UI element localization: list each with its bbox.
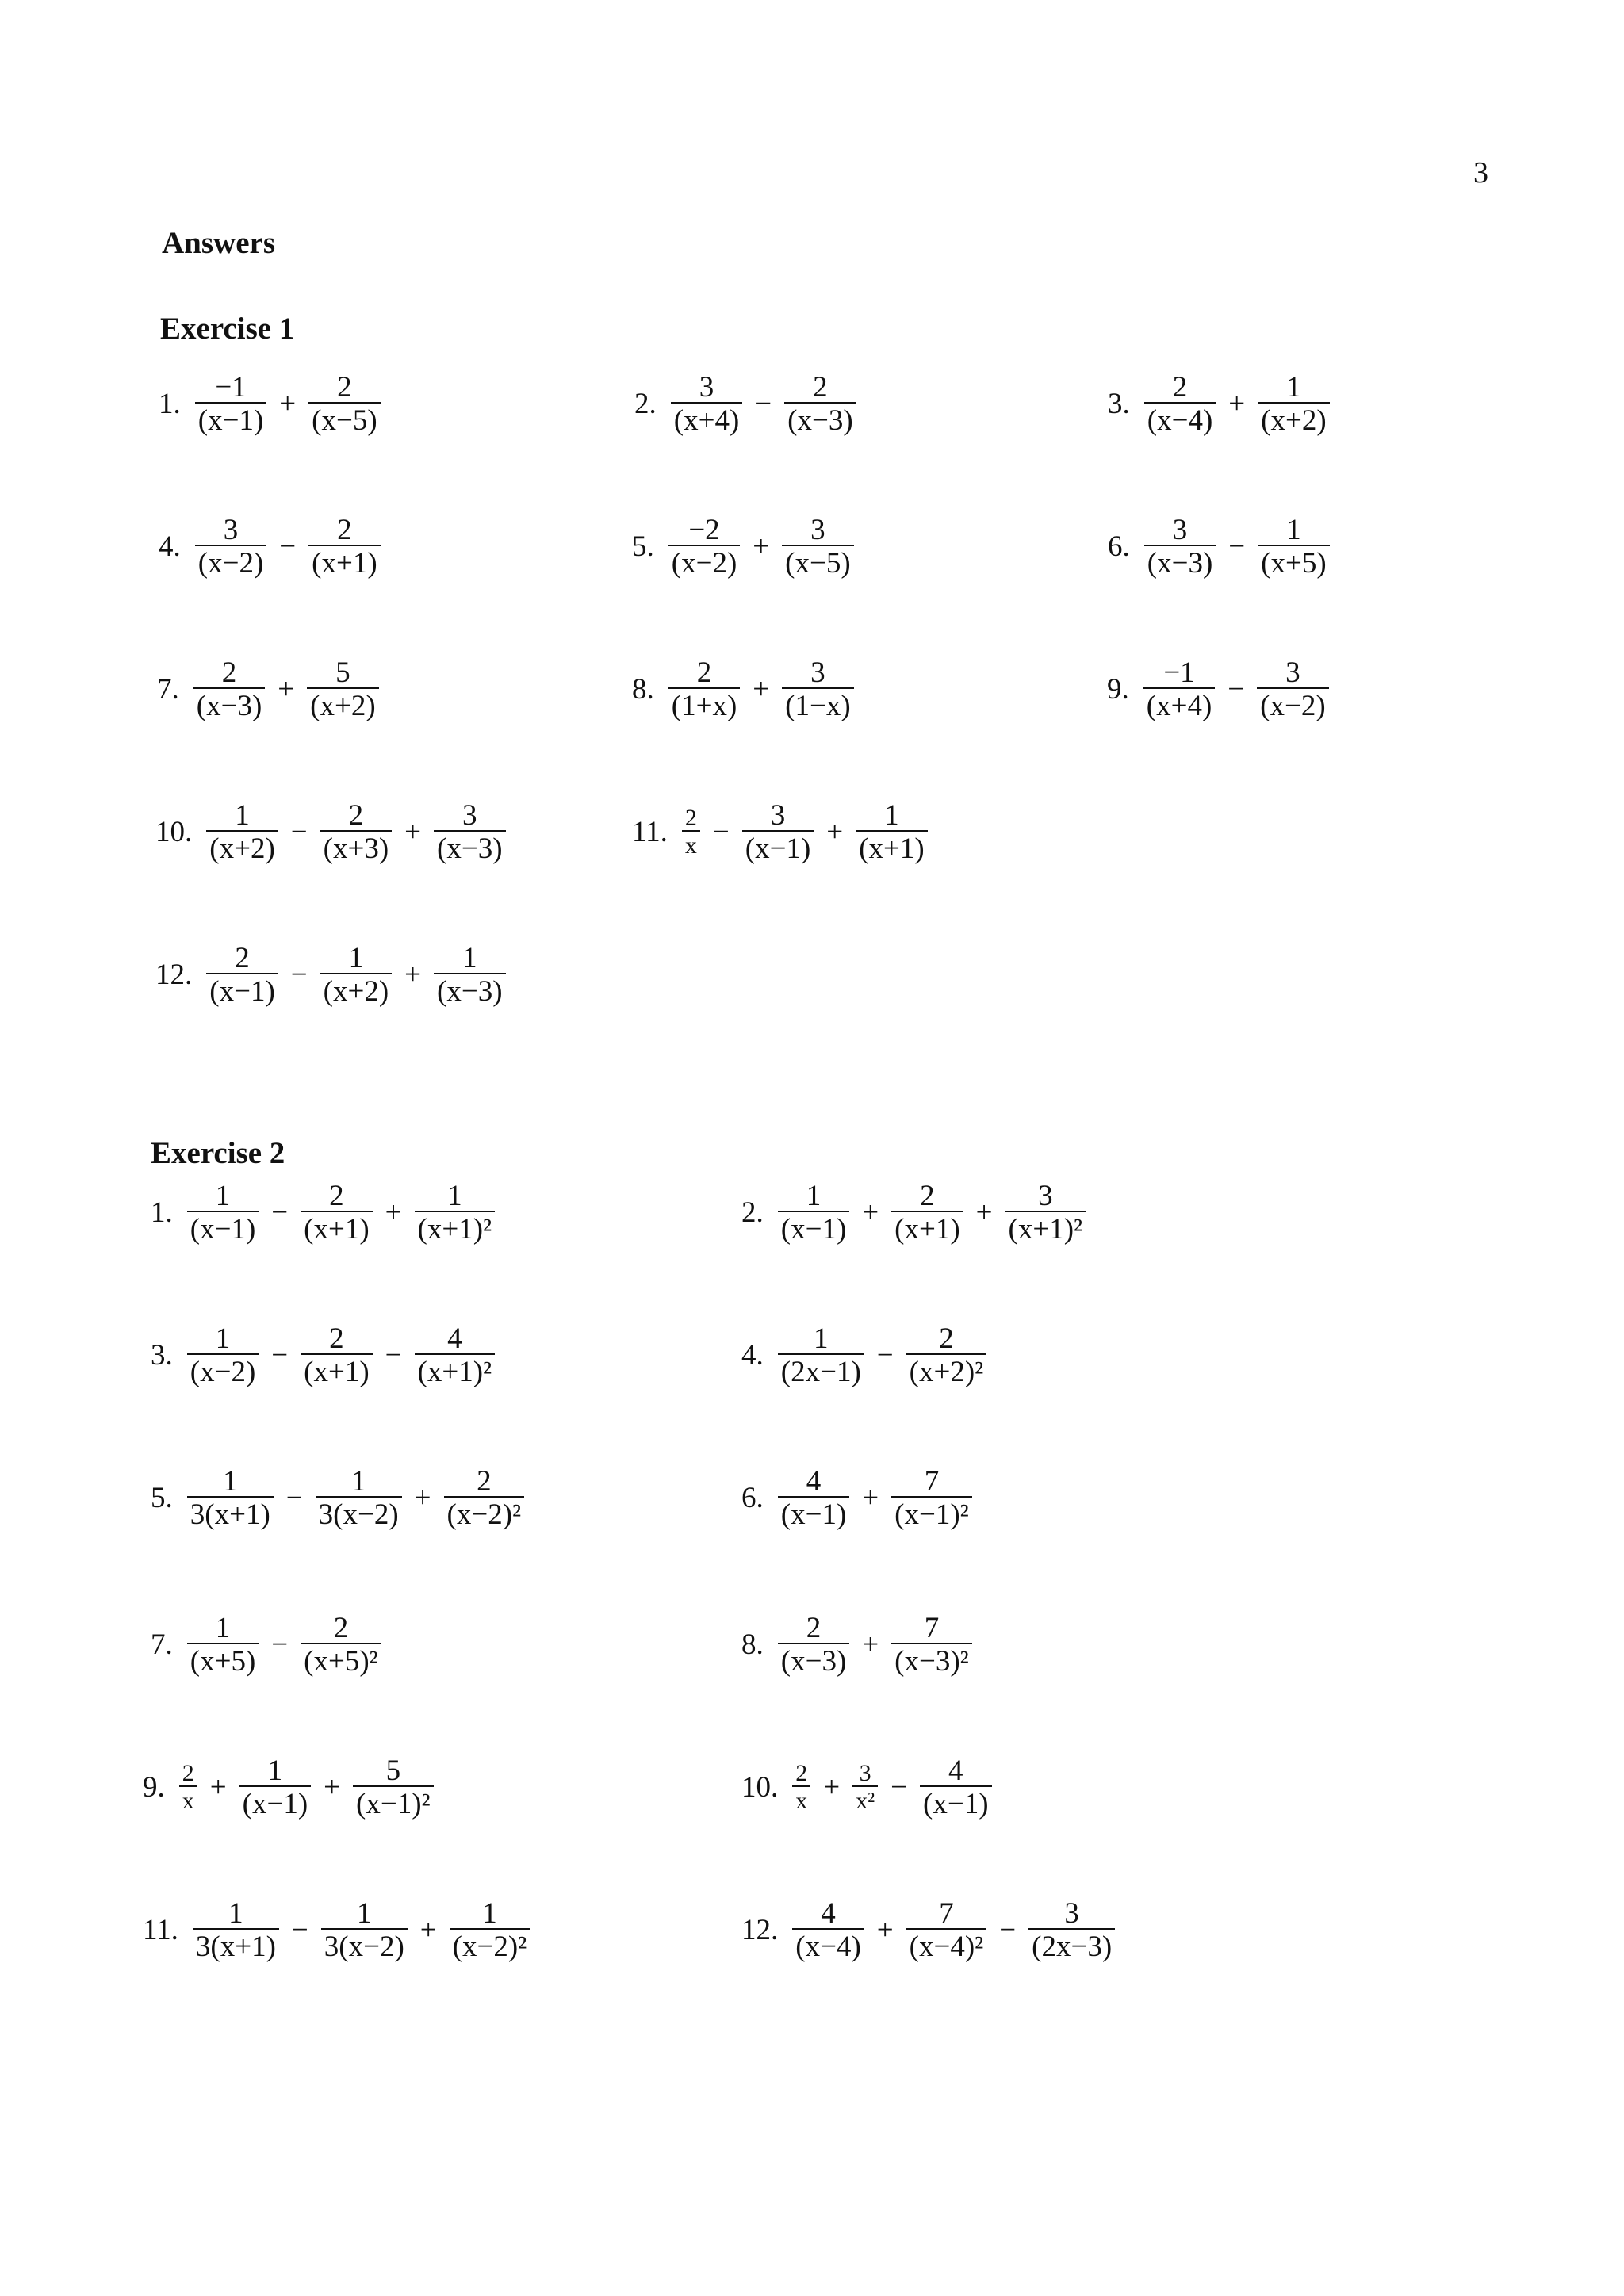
- operator: −: [271, 1628, 289, 1661]
- fraction: [301, 1324, 373, 1387]
- denominator: (2x−3): [1028, 1928, 1115, 1961]
- denominator: (x−1)²: [353, 1785, 434, 1819]
- numerator: 1: [215, 1322, 231, 1355]
- answer-number: 2.: [634, 388, 657, 420]
- numerator: 2: [348, 799, 364, 832]
- answer-item: [741, 1324, 990, 1387]
- exercise-2-heading: Exercise 2: [151, 1136, 285, 1170]
- fraction: [742, 801, 814, 863]
- numerator: 1: [215, 1612, 231, 1644]
- numerator: 3: [810, 514, 825, 546]
- answer-number: 4.: [741, 1339, 764, 1372]
- fraction: [187, 1613, 259, 1676]
- numerator: 2: [337, 371, 352, 404]
- fraction: [891, 1467, 972, 1529]
- fraction: [1028, 1899, 1115, 1961]
- fraction: [195, 515, 267, 578]
- answer-item: [151, 1467, 527, 1529]
- answer-item: [741, 1181, 1089, 1244]
- denominator: (x−4): [792, 1928, 864, 1961]
- numerator: 4: [948, 1755, 963, 1787]
- fraction: [784, 373, 856, 435]
- denominator: (x−2)²: [444, 1496, 525, 1529]
- answer-item: [155, 943, 509, 1006]
- operator: −: [385, 1339, 402, 1372]
- numerator: 1: [228, 1897, 243, 1930]
- numerator: −1: [215, 371, 247, 404]
- answer-item: [741, 1899, 1118, 1961]
- fraction: [206, 943, 278, 1006]
- answer-number: 10.: [741, 1771, 779, 1804]
- fraction: [308, 515, 381, 578]
- operator: −: [712, 816, 730, 848]
- numerator: 2: [696, 656, 712, 689]
- numerator: 3: [859, 1760, 871, 1786]
- answer-number: 8.: [741, 1628, 764, 1661]
- denominator: (x−3)²: [891, 1643, 972, 1676]
- fraction: [778, 1467, 850, 1529]
- denominator: (x+1): [891, 1211, 963, 1244]
- answer-number: 5.: [632, 530, 654, 563]
- fraction: [308, 373, 381, 435]
- denominator: (x−1): [187, 1211, 259, 1244]
- denominator: (x−2): [1257, 687, 1329, 721]
- numerator: 5: [385, 1755, 401, 1787]
- numerator: 1: [357, 1897, 372, 1930]
- fraction: [668, 515, 741, 578]
- denominator: (x+1)²: [415, 1353, 496, 1387]
- operator: +: [862, 1196, 879, 1229]
- answer-number: 2.: [741, 1196, 764, 1229]
- operator: +: [278, 673, 295, 706]
- numerator: 3: [223, 514, 239, 546]
- denominator: 3(x+1): [193, 1928, 279, 1961]
- denominator: (x−1): [742, 830, 814, 863]
- fraction: [671, 373, 743, 435]
- operator: +: [209, 1771, 227, 1804]
- denominator: (x+2): [320, 973, 393, 1006]
- denominator: (1−x): [782, 687, 854, 721]
- operator: −: [291, 1914, 308, 1946]
- numerator: 1: [462, 942, 477, 974]
- operator: −: [999, 1914, 1017, 1946]
- numerator: 3: [770, 799, 786, 832]
- denominator: (x−5): [782, 545, 854, 578]
- fraction: [1143, 658, 1216, 721]
- denominator: 3(x−2): [316, 1496, 402, 1529]
- answer-item: [1107, 658, 1332, 721]
- page-title: Answers: [162, 226, 275, 260]
- numerator: 3: [1285, 656, 1300, 689]
- operator: −: [279, 530, 297, 563]
- fraction: [193, 1899, 279, 1961]
- denominator: (x+2): [1258, 402, 1330, 435]
- denominator: (x−2): [195, 545, 267, 578]
- numerator: 1: [235, 799, 250, 832]
- operator: +: [385, 1196, 402, 1229]
- operator: +: [862, 1482, 879, 1514]
- fraction: [920, 1756, 992, 1819]
- operator: −: [891, 1771, 907, 1804]
- denominator: (x−2)²: [450, 1928, 530, 1961]
- denominator: (1+x): [668, 687, 741, 721]
- denominator: (x−1): [778, 1496, 850, 1529]
- denominator: (x−3): [434, 830, 506, 863]
- answer-number: 9.: [1107, 673, 1129, 706]
- numerator: 2: [1172, 371, 1188, 404]
- numerator: 1: [447, 1180, 462, 1212]
- numerator: 3: [1038, 1180, 1053, 1212]
- denominator: (x+1)²: [1005, 1211, 1086, 1244]
- fraction: [778, 1181, 850, 1244]
- answer-item: [632, 801, 931, 863]
- denominator: (x−2): [187, 1353, 259, 1387]
- denominator: (x−5): [308, 402, 381, 435]
- answer-item: [143, 1756, 437, 1819]
- numerator: 5: [335, 656, 350, 689]
- answer-item: [1108, 373, 1333, 435]
- denominator: (x−1): [920, 1785, 992, 1819]
- denominator: (x−3): [778, 1643, 850, 1676]
- fraction: [444, 1467, 525, 1529]
- operator: +: [823, 1771, 841, 1804]
- numerator: 1: [884, 799, 899, 832]
- denominator: (x+1): [308, 545, 381, 578]
- numerator: 1: [1286, 371, 1301, 404]
- denominator: (x+4): [671, 402, 743, 435]
- numerator: 1: [348, 942, 364, 974]
- numerator: 1: [223, 1465, 238, 1498]
- numerator: 2: [813, 371, 828, 404]
- fraction: [307, 658, 379, 721]
- numerator: 3: [1172, 514, 1188, 546]
- answer-item: [151, 1324, 498, 1387]
- numerator: 4: [447, 1322, 462, 1355]
- denominator: (x+1)²: [415, 1211, 496, 1244]
- fraction: [301, 1613, 381, 1676]
- denominator: (x−3): [434, 973, 506, 1006]
- fraction: [891, 1613, 972, 1676]
- numerator: 3: [1064, 1897, 1079, 1930]
- page-number: 3: [1473, 156, 1488, 189]
- answer-number: 3.: [151, 1339, 173, 1372]
- fraction: [1144, 515, 1216, 578]
- numerator: 2: [477, 1465, 492, 1498]
- answer-number: 1.: [151, 1196, 173, 1229]
- fraction: [1257, 658, 1329, 721]
- numerator: 1: [1286, 514, 1301, 546]
- denominator: (x+5): [187, 1643, 259, 1676]
- numerator: −1: [1163, 656, 1195, 689]
- denominator: (2x−1): [778, 1353, 864, 1387]
- fraction: [179, 1762, 197, 1813]
- numerator: 1: [482, 1897, 497, 1930]
- denominator: (x−3): [784, 402, 856, 435]
- fraction: [415, 1181, 496, 1244]
- answer-item: [159, 515, 384, 578]
- operator: +: [324, 1771, 341, 1804]
- answer-number: 3.: [1108, 388, 1130, 420]
- answer-number: 7.: [157, 673, 179, 706]
- fraction: [301, 1181, 373, 1244]
- fraction: [320, 943, 393, 1006]
- denominator: (x+1): [856, 830, 928, 863]
- denominator: 3(x+1): [187, 1496, 274, 1529]
- numerator: 3: [699, 371, 714, 404]
- operator: +: [862, 1628, 879, 1661]
- numerator: 4: [806, 1465, 822, 1498]
- numerator: 2: [806, 1612, 822, 1644]
- denominator: x: [179, 1785, 197, 1813]
- denominator: x²: [852, 1785, 878, 1813]
- fraction: [434, 943, 506, 1006]
- fraction: [450, 1899, 530, 1961]
- exercise-1-heading: Exercise 1: [160, 312, 295, 346]
- fraction: [668, 658, 741, 721]
- numerator: 2: [337, 514, 352, 546]
- fraction: [906, 1324, 987, 1387]
- denominator: (x+4): [1143, 687, 1216, 721]
- numerator: 2: [235, 942, 250, 974]
- fraction: [782, 658, 854, 721]
- denominator: x: [682, 830, 700, 858]
- operator: +: [826, 816, 844, 848]
- denominator: (x−1): [206, 973, 278, 1006]
- answer-item: [151, 1613, 385, 1676]
- answer-number: 12.: [741, 1914, 779, 1946]
- fraction: [891, 1181, 963, 1244]
- numerator: 7: [924, 1612, 940, 1644]
- fraction: [320, 801, 393, 863]
- answer-number: 11.: [143, 1914, 178, 1946]
- numerator: 2: [795, 1760, 808, 1786]
- operator: −: [290, 959, 308, 991]
- operator: −: [290, 816, 308, 848]
- fraction: [239, 1756, 312, 1819]
- denominator: (x+5): [1258, 545, 1330, 578]
- answer-item: [1108, 515, 1333, 578]
- operator: +: [753, 530, 770, 563]
- answer-item: [151, 1181, 498, 1244]
- operator: −: [285, 1482, 303, 1514]
- fraction: [434, 801, 506, 863]
- numerator: 1: [215, 1180, 231, 1212]
- denominator: (x+2): [206, 830, 278, 863]
- denominator: (x−3): [1144, 545, 1216, 578]
- denominator: (x−1): [239, 1785, 312, 1819]
- fraction: [682, 806, 700, 858]
- fraction: [187, 1324, 259, 1387]
- fraction: [778, 1613, 850, 1676]
- numerator: 2: [333, 1612, 349, 1644]
- denominator: (x+1): [301, 1211, 373, 1244]
- denominator: x: [792, 1785, 810, 1813]
- fraction: [778, 1324, 864, 1387]
- denominator: (x−2): [668, 545, 741, 578]
- numerator: 7: [939, 1897, 954, 1930]
- fraction: [195, 373, 267, 435]
- fraction: [1144, 373, 1216, 435]
- fraction: [187, 1467, 274, 1529]
- denominator: (x+3): [320, 830, 393, 863]
- answer-item: [741, 1756, 995, 1819]
- operator: −: [876, 1339, 894, 1372]
- numerator: 2: [182, 1760, 194, 1786]
- denominator: (x−4)²: [906, 1928, 987, 1961]
- numerator: 2: [920, 1180, 935, 1212]
- answer-item: [632, 515, 857, 578]
- numerator: 1: [350, 1465, 366, 1498]
- numerator: 1: [267, 1755, 283, 1787]
- answer-item: [143, 1899, 533, 1961]
- denominator: (x−3): [193, 687, 266, 721]
- answer-item: [741, 1467, 975, 1529]
- operator: −: [271, 1339, 289, 1372]
- numerator: 1: [806, 1180, 822, 1212]
- answer-number: 6.: [741, 1482, 764, 1514]
- numerator: −2: [688, 514, 720, 546]
- operator: +: [1228, 388, 1246, 420]
- fraction: [1258, 373, 1330, 435]
- operator: +: [404, 816, 422, 848]
- denominator: (x+2)²: [906, 1353, 987, 1387]
- fraction: [852, 1762, 878, 1813]
- operator: +: [404, 959, 422, 991]
- fraction: [353, 1756, 434, 1819]
- fraction: [316, 1467, 402, 1529]
- fraction: [415, 1324, 496, 1387]
- numerator: 2: [329, 1322, 344, 1355]
- denominator: (x−4): [1144, 402, 1216, 435]
- fraction: [782, 515, 854, 578]
- numerator: 3: [462, 799, 477, 832]
- operator: +: [876, 1914, 894, 1946]
- fraction: [856, 801, 928, 863]
- fraction: [193, 658, 266, 721]
- operator: −: [271, 1196, 289, 1229]
- fraction: [187, 1181, 259, 1244]
- answer-number: 1.: [159, 388, 181, 420]
- answer-number: 11.: [632, 816, 668, 848]
- answer-number: 7.: [151, 1628, 173, 1661]
- fraction: [792, 1899, 864, 1961]
- denominator: 3(x−2): [321, 1928, 408, 1961]
- fraction: [321, 1899, 408, 1961]
- answer-number: 12.: [155, 959, 193, 991]
- fraction: [206, 801, 278, 863]
- answer-item: [157, 658, 382, 721]
- answer-item: [634, 373, 860, 435]
- numerator: 4: [821, 1897, 836, 1930]
- operator: −: [1228, 673, 1245, 706]
- operator: −: [755, 388, 772, 420]
- answer-item: [155, 801, 509, 863]
- operator: −: [1228, 530, 1246, 563]
- answer-number: 8.: [632, 673, 654, 706]
- answer-number: 5.: [151, 1482, 173, 1514]
- answer-number: 6.: [1108, 530, 1130, 563]
- numerator: 2: [329, 1180, 344, 1212]
- denominator: (x−1)²: [891, 1496, 972, 1529]
- operator: +: [753, 673, 770, 706]
- denominator: (x+1): [301, 1353, 373, 1387]
- numerator: 2: [684, 805, 697, 831]
- fraction: [1258, 515, 1330, 578]
- answer-number: 9.: [143, 1771, 165, 1804]
- numerator: 1: [814, 1322, 829, 1355]
- denominator: (x+2): [307, 687, 379, 721]
- answer-item: [632, 658, 857, 721]
- fraction: [1005, 1181, 1086, 1244]
- fraction: [906, 1899, 987, 1961]
- operator: +: [975, 1196, 993, 1229]
- operator: +: [419, 1914, 437, 1946]
- denominator: (x+5)²: [301, 1643, 381, 1676]
- operator: +: [279, 388, 297, 420]
- numerator: 2: [221, 656, 237, 689]
- numerator: 3: [810, 656, 825, 689]
- answer-number: 10.: [155, 816, 193, 848]
- answer-number: 4.: [159, 530, 181, 563]
- denominator: (x−1): [778, 1211, 850, 1244]
- answer-item: [741, 1613, 975, 1676]
- numerator: 7: [924, 1465, 940, 1498]
- answer-item: [159, 373, 384, 435]
- denominator: (x−1): [195, 402, 267, 435]
- fraction: [792, 1762, 810, 1813]
- operator: +: [414, 1482, 431, 1514]
- numerator: 2: [939, 1322, 954, 1355]
